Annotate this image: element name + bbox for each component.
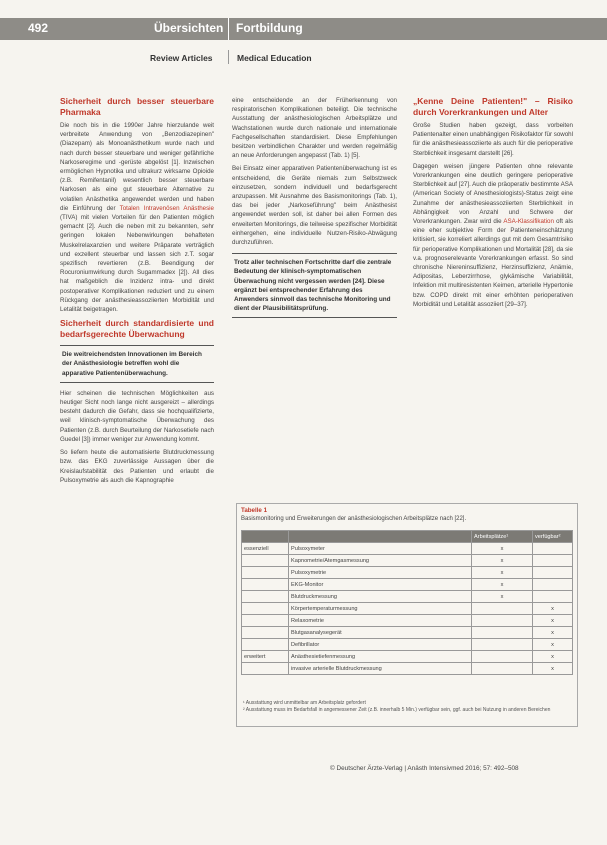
- table-cell: x: [533, 663, 573, 675]
- table-cell: Blutdruckmessung: [289, 591, 472, 603]
- table-box: [236, 503, 578, 727]
- text-column-3: [413, 96, 573, 313]
- table-cell: [533, 591, 573, 603]
- table-cell: invasive arterielle Blutdruckmessung: [289, 663, 472, 675]
- section-title-right: Fortbildung: [236, 21, 303, 35]
- table-row: [242, 591, 573, 603]
- table-cell: [242, 615, 289, 627]
- subsection-right: Medical Education: [237, 53, 312, 63]
- column-header: verfügbar²: [533, 531, 573, 543]
- table-cell: [533, 543, 573, 555]
- table-row: [242, 639, 573, 651]
- text-column-2: [232, 96, 397, 324]
- table-cell: x: [533, 651, 573, 663]
- paragraph: eine entscheidende an der Früherkennung von respiratorischen Komplikationen beteiligt. Die technische Ausstattung der anästhesiologischen Arbeitsplätze und Wachstationen wurde durch nationale und internationale Fachgesellschaften standardisiert. Diese Empfehlungen besitzen verbindlichen Charakter und werden regelmäßig an neue Anforderungen angepasst (Tab. 1) [5].: [232, 97, 397, 160]
- table-cell: [472, 639, 533, 651]
- column-header: Arbeitsplätze¹: [472, 531, 533, 543]
- section-heading: „Kenne Deine Patienten!" – Risiko durch Vorerkrankungen und Alter: [413, 96, 573, 117]
- table-cell: [242, 639, 289, 651]
- table-cell: [242, 579, 289, 591]
- paragraph: [60, 121, 214, 314]
- table-cell: [533, 555, 573, 567]
- table-cell: Relaxometrie: [289, 615, 472, 627]
- table-cell: x: [472, 579, 533, 591]
- page-footer: © Deutscher Ärzte-Verlag | Anästh Intensivmed 2016; 57: 492–508: [330, 765, 519, 772]
- table-cell: [472, 663, 533, 675]
- table-cell: EKG-Monitor: [289, 579, 472, 591]
- table-header-row: [242, 531, 573, 543]
- table-cell: [472, 603, 533, 615]
- table-cell: erweitert: [242, 651, 289, 663]
- section-title-left: Übersichten: [154, 21, 224, 35]
- table-cell: Pulsoxymetrie: [289, 567, 472, 579]
- table-cell: [533, 579, 573, 591]
- table-row: [242, 603, 573, 615]
- table-cell: Körpertemperaturmessung: [289, 603, 472, 615]
- page-number: 492: [28, 21, 49, 35]
- table-cell: x: [472, 543, 533, 555]
- callout-box: Trotz aller technischen Fortschritte darf die zentrale Bedeutung der klinisch-symptomatischen Überwachung nicht vergessen werden [24]. Diese ergänzt bei entsprechender Erfahrung des Anwenders sinnvoll das technische Monitoring und dient der Plausibilitätsprüfung.: [232, 253, 397, 318]
- table-caption: Basismonitoring und Erweiterungen der anästhesiologischen Arbeitsplätze nach [22].: [241, 516, 467, 522]
- table-cell: [242, 591, 289, 603]
- table-cell: x: [533, 615, 573, 627]
- text-run: oft als eine eher subjektive Form der Patienteneinschätzung kritisiert, sie korreliert allerdings gut mit dem Gesamtrisiko für perioperative Komplikationen und Mortalität [28], da sie v.a. prognoserelevante Vorerkrankungen erfasst. So sind chronische Niereninsuffizienz, Herzinsuffizienz, Anämie, Adipositas, Leberzirrhose, glykämische Variabilität, Infektion mit multiresistenten Keimen, arterielle Hypertonie bzw. COPD direkt mit einer erhöhten perioperativen Morbidität und Letalität assoziiert [29–37].: [413, 218, 574, 308]
- text-column-1: [60, 96, 214, 489]
- paragraph: Große Studien haben gezeigt, dass vorbeiten Patientenalter einen unabhängigen Risikofaktor für sowohl für die anästhesieassoziierte als auch für die perioperative Sterblichkeit insgesamt darstellt [26].: [413, 122, 573, 157]
- table-cell: x: [533, 627, 573, 639]
- text-run: Die noch bis in die 1990er Jahre hierzulande weit verbreitete Anwendung von „Benzodiazepinen" (Diazepam) als Monoanästhetikum wurde nach und nach durch besser steuerbare und weniger gefährliche Narkoseregime und -gerüste abgelöst [1]. Inzwischen ermöglichen Hypnotika und ultrakurz wirksame Opioide (z.B. Remifentanil) wesentlich besser steuerbare Narkosen als eine gut steuerbare Alternative zu volatilen Anästhetika angewendet werden und haben die Einführung der: [60, 122, 214, 212]
- text-run: (TIVA) mit vielen Vorteilen für den Patienten möglich gemacht [2]. Auch die neben mit zu bekannten, sehr geringen lokalen Nebenwirkungen behafteten Muskelrelaxanzien und weitere Präparate verträglich und exzellent steuerbar und lassen sich z.T. sogar spezifisch revertieren (z.B. Beendigung der Rocuroniumwirkung durch Sugammadex [2]). All dies hat maßgeblich die Inzidenz intra- und direkt postoperativer Komplikationen reduziert und zu einem Rückgang der anästhesieassoziierten Morbidität und Letalität beigetragen.: [60, 214, 214, 314]
- table-cell: [242, 555, 289, 567]
- table-cell: Blutgasanalysegerät: [289, 627, 472, 639]
- table-cell: x: [533, 603, 573, 615]
- section-heading: Sicherheit durch standardisierte und bedarfsgerechte Überwachung: [60, 318, 214, 339]
- table-cell: [472, 615, 533, 627]
- table-cell: Kapnometrie/Atemgasmessung: [289, 555, 472, 567]
- paragraph: Hier scheinen die technischen Möglichkeiten aus heutiger Sicht noch lange nicht ausgereizt – allerdings besteht dadurch die Gefahr, dass sie hochqualifizierte, weil klinisch-symptomatische Überwachung des Patienten (z.B. durch Beurteilung der Narkosetiefe nach Guedel [3]) immer weniger zur Anwendung kommt.: [60, 389, 214, 443]
- table-cell: [242, 567, 289, 579]
- table-cell: [472, 651, 533, 663]
- term-link[interactable]: ASA-Klassifikation: [503, 218, 554, 226]
- table-cell: Anästhesietiefenmessung: [289, 651, 472, 663]
- table-title: Tabelle 1: [241, 507, 268, 514]
- table-cell: Defibrillator: [289, 639, 472, 651]
- text-run: Dagegen weisen jüngere Patienten ohne relevante Vorerkrankungen eine deutlich geringere perioperative Sterblichkeit auf [27]. Auch die präoperativ bestimmte ASA (American Society of Anesthesiologists)-Status zeigt eine Zunahme der anästhesieassoziierten Sterblichkeit in Abhängigkeit von Anzahl und Schwere der Vorerkrankungen. Zwar wird die: [413, 162, 573, 226]
- table-cell: x: [472, 555, 533, 567]
- table-row: [242, 663, 573, 675]
- table-row: [242, 615, 573, 627]
- monitoring-table: [241, 530, 573, 675]
- table-cell: [242, 603, 289, 615]
- table-row: [242, 567, 573, 579]
- table-cell: x: [472, 567, 533, 579]
- table-row: [242, 555, 573, 567]
- table-cell: [472, 627, 533, 639]
- column-header: [289, 531, 472, 543]
- table-cell: [242, 627, 289, 639]
- table-cell: Pulsoxymeter: [289, 543, 472, 555]
- subheader-divider: [228, 50, 229, 64]
- header-divider: [228, 18, 229, 40]
- table-cell: essenziell: [242, 543, 289, 555]
- header-bar: [0, 18, 607, 40]
- column-header: [242, 531, 289, 543]
- paragraph: So liefern heute die automatisierte Blutdruckmessung bzw. das EKG zuverlässige Aussagen über die Kreislaufstabilität des Patienten und erlaubt die Pulsoxymetrie als auch die Kapnographie: [60, 449, 214, 484]
- section-heading: Sicherheit durch besser steuerbare Pharmaka: [60, 96, 214, 117]
- callout-box: Die weitreichendsten Innovationen im Bereich der Anästhesiologie betreffen wohl die apparative Patientenüberwachung.: [60, 345, 214, 383]
- table-row: [242, 651, 573, 663]
- paragraph: Bei Einsatz einer apparativen Patientenüberwachung ist es entscheidend, die Geräte niemals zum Selbstzweck einzusetzen, sondern individuell und bedarfsgerecht anzupassen. Mit Ausnahme des Basismonitorings (Tab. 1), das bei jeder „Narkoseführung" beim Anästhesist angewendet werden soll, ist daher bei allen Formen des erweiterten Monitorings, die teilweise spezifischer Morbidität einhergehen, eine individuelle Nutzen-Risiko-Abwägung durchzuführen.: [232, 165, 397, 247]
- subsection-left: Review Articles: [150, 53, 213, 63]
- table-row: [242, 543, 573, 555]
- footnote: ² Ausstattung muss im Bedarfsfall in angemessener Zeit (z.B. innerhalb 5 Min.) verfügbar sein, ggf. auch bei Nutzung in anderen Bereichen: [243, 707, 551, 713]
- term-link[interactable]: Totalen Intravenösen Anästhesie: [119, 204, 214, 212]
- table-cell: [242, 663, 289, 675]
- table-row: [242, 627, 573, 639]
- footnote: ¹ Ausstattung wird unmittelbar am Arbeitsplatz gefordert: [243, 700, 366, 706]
- table-row: [242, 579, 573, 591]
- table-footnotes: [243, 700, 550, 714]
- table-cell: [533, 567, 573, 579]
- table-cell: x: [472, 591, 533, 603]
- paragraph: [413, 162, 573, 309]
- table-cell: x: [533, 639, 573, 651]
